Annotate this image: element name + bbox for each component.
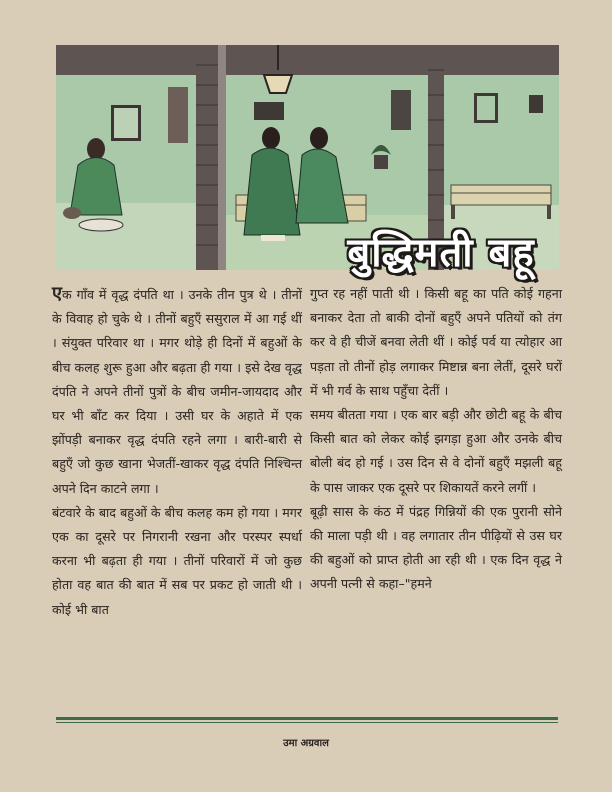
- right-column: [310, 282, 562, 702]
- footer-rule-thin: [56, 722, 558, 723]
- paragraph: समय बीतता गया । एक बार बड़ी और छोटी बहू के बीच किसी बात को लेकर कोई झगड़ा हुआ और उनके बीच बोली बंद हो गई । उस दिन से वे दोनों बहुएँ मझली बहू के पास जाकर एक दूसरे पर शिकायतें करने लगीं ।: [310, 407, 562, 495]
- story-title: बुद्धिमती बहू: [347, 230, 535, 276]
- right-picture-small: [529, 95, 543, 113]
- paragraph: [52, 282, 302, 501]
- left-column: [52, 282, 302, 702]
- mirror: [391, 90, 411, 130]
- drop-cap: ए: [52, 283, 62, 304]
- paragraph: गुप्त रह नहीं पाती थी । किसी बहू का पति कोई गहना बनाकर देता तो बाकी दोनों बहुएँ अपने पतियों को तंग कर वे ही चीजें बनवा लेती थीं । कोई पर्व या त्योहार आ पड़ता तो तीनों होड़ लगाकर मिष्टान्न बना लेतीं, दूसरे घरों में भी गर्व के साथ पहुँचा देतीं ।: [310, 286, 562, 398]
- paragraph: बंटवारे के बाद बहुओं के बीच कलह कम हो गया । मगर एक का दूसरे पर निगरानी रखना और परस्पर स्पर्धा करना भी बढ़ता ही गया । तीनों परिवारों में जो कुछ होता वह बात की बात में सब पर प्रकट हो जाती थी । कोई भी बात: [52, 504, 302, 617]
- paragraph: बूढ़ी सास के कंठ में पंद्रह गिन्नियों की एक पुरानी सोने की माला पड़ी थी । वह लगातार तीन पीढ़ियों से उस घर की बहुओं को प्राप्त होती आ रही थी । एक दिन वृद्ध ने अपनी पत्नी से कहा–"हमने: [310, 503, 562, 592]
- paragraph-text: क गाँव में वृद्ध दंपति था । उनके तीन पुत्र थे । तीनों के विवाह हो चुके थे । तीनों बहुएँ ससुराल में आ गई थीं । संयुक्त परिवार था । मगर थोड़े ही दिनों में बहुओं के बीच कलह शुरू हुआ और बढ़ता ही गया । इसे देख वृद्ध दंपति ने अपने तीनों पुत्रों के बीच जमीन-जायदाद और घर भी बाँट कर दिया । उसी घर के अहाते में एक झोंपड़ी बनाकर वृद्ध दंपति रहने लगा । बारी-बारी से बहुएँ जो कुछ खाना भेजतीं-खाकर वृद्ध दंपति निश्चिन्त अपने दिन काटने लगा ।: [52, 287, 302, 496]
- shelf: [168, 87, 188, 143]
- brick-pillar-left: [196, 45, 218, 270]
- footer-rule: [56, 717, 558, 720]
- author-name: उमा अग्रवाल: [283, 738, 329, 749]
- ceiling-beam: [56, 45, 559, 75]
- wall-picture: [254, 102, 284, 120]
